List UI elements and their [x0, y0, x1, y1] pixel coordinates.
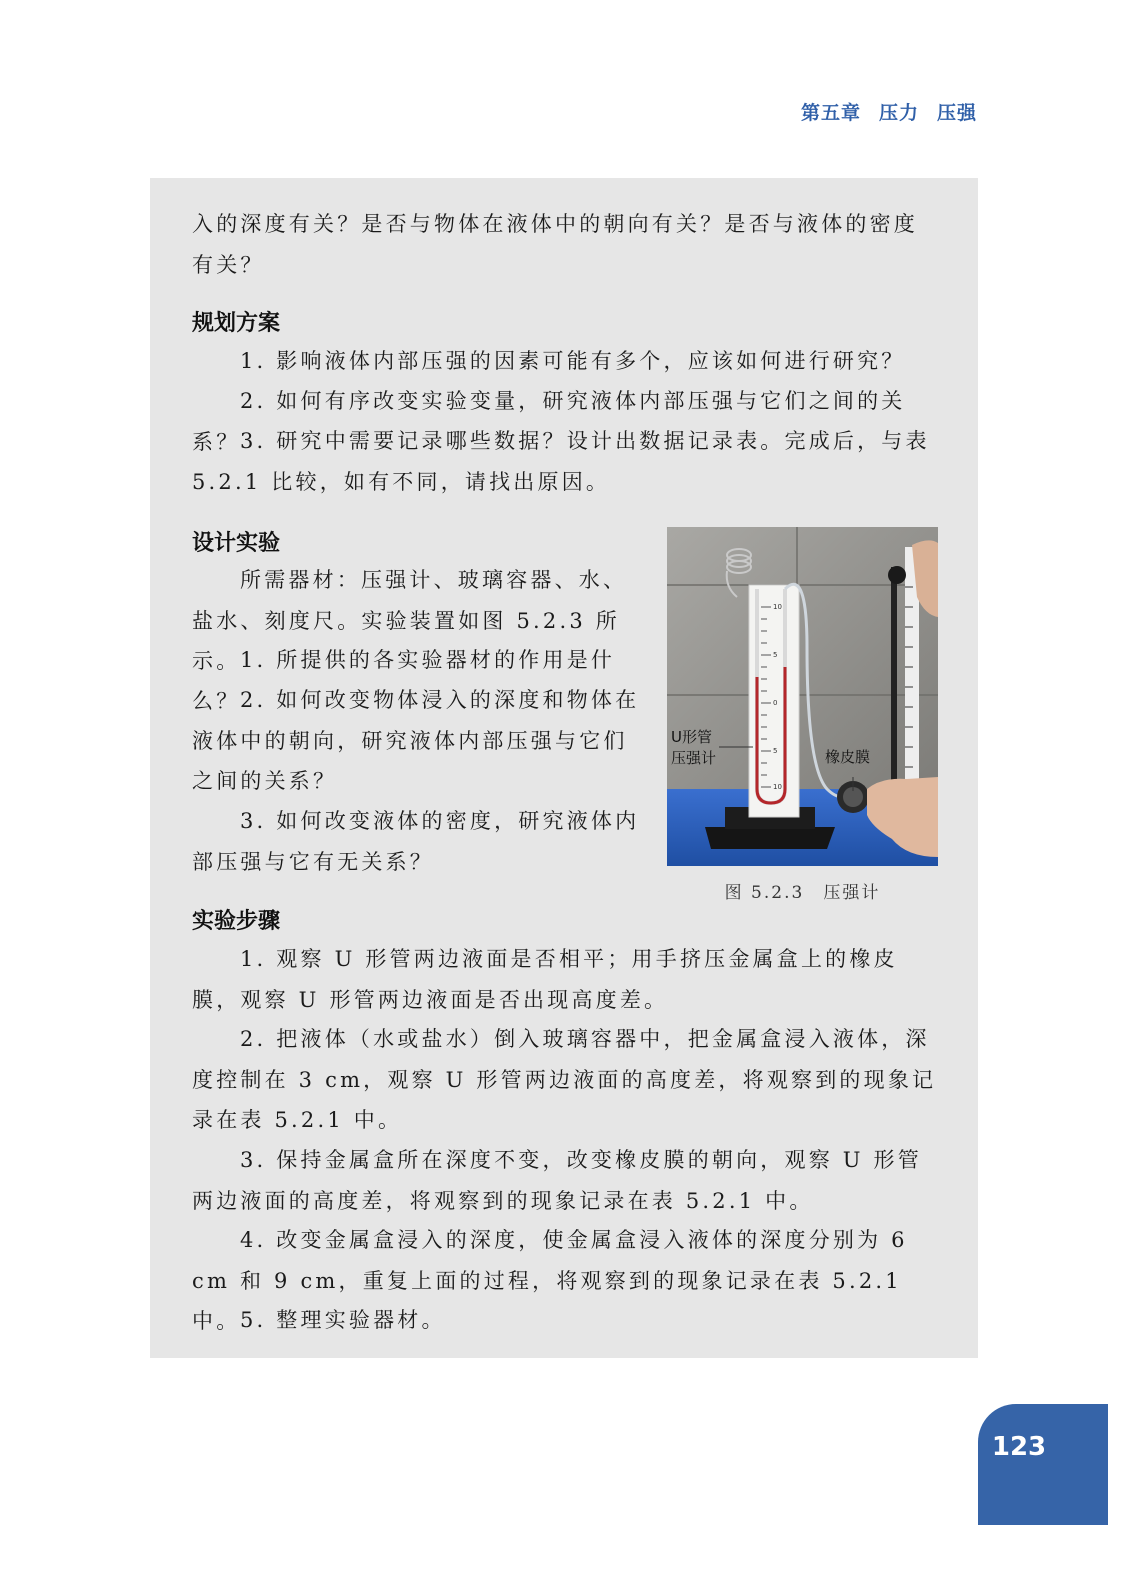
- chapter-header: [783, 98, 977, 125]
- steps-heading: 实验步骤: [192, 909, 281, 934]
- inquiry-panel: [150, 178, 978, 1358]
- scale-label-2: 5: [773, 651, 778, 659]
- figure-caption: 图 5.2.3 压强计: [724, 883, 881, 903]
- chapter-label: 第五章: [800, 102, 861, 124]
- plan-heading: 规划方案: [192, 311, 281, 336]
- figure-label-manometer-line1: U形管: [671, 728, 712, 746]
- steps-item-5: 5. 整理实验器材。: [240, 1308, 446, 1332]
- page-number: 123: [991, 1432, 1047, 1462]
- plan-item-2: 2. 如何有序改变实验变量，研究液体内部压强与它们之间的关系？: [192, 389, 906, 454]
- steps-item-2: 2. 把液体（水或盐水）倒入玻璃容器中，把金属盒浸入液体，深度控制在 3 cm，观察 U 形管两边液面的高度差，将观察到的现象记录在表 5.2.1 中。: [192, 1027, 937, 1132]
- design-item-3: 3. 如何改变液体的密度，研究液体内部压强与它有无关系？: [192, 809, 640, 874]
- figure-label-membrane: 橡皮膜: [825, 748, 871, 766]
- steps-item-3: 3. 保持金属盒所在深度不变，改变橡皮膜的朝向，观察 U 形管两边液面的高度差，将观察到的现象记录在表 5.2.1 中。: [192, 1148, 922, 1213]
- chapter-title-2: 压强: [936, 102, 977, 124]
- chapter-title-1: 压力: [878, 102, 919, 124]
- scale-label-4: 5: [773, 747, 778, 755]
- scale-label-bottom: 10: [773, 783, 782, 791]
- design-heading: 设计实验: [192, 531, 281, 556]
- figure-label-manometer: [671, 727, 716, 769]
- plan-item-1: 1. 影响液体内部压强的因素可能有多个，应该如何进行研究？: [240, 349, 906, 373]
- pressure-gauge-illustration: [667, 527, 938, 866]
- intro-paragraph: 入的深度有关？是否与物体在液体中的朝向有关？是否与液体的密度有关？: [192, 212, 918, 277]
- scale-label-top: 10: [773, 603, 782, 611]
- design-item-2: 2. 如何改变物体浸入的深度和物体在液体中的朝向，研究液体内部压强与它们之间的关系？: [192, 688, 640, 793]
- steps-item-1: 1. 观察 U 形管两边液面是否相平；用手挤压金属盒上的橡皮膜，观察 U 形管两边液面是否出现高度差。: [192, 947, 898, 1012]
- design-item-1: 1. 所提供的各实验器材的作用是什么？: [192, 648, 616, 713]
- page-number-tab: [978, 1404, 1108, 1525]
- steps-item-4: 4. 改变金属盒浸入的深度，使金属盒浸入液体的深度分别为 6 cm 和 9 cm，重复上面的过程，将观察到的现象记录在表 5.2.1 中。: [192, 1228, 908, 1333]
- design-materials: 所需器材：压强计、玻璃容器、水、盐水、刻度尺。实验装置如图 5.2.3 所示。: [192, 568, 628, 673]
- plan-item-3: 3. 研究中需要记录哪些数据？设计出数据记录表。完成后，与表5.2.1 比较，如有不同，请找出原因。: [192, 429, 930, 494]
- scale-label-mid: 0: [773, 699, 778, 707]
- figure-label-manometer-line2: 压强计: [671, 749, 717, 767]
- pressure-gauge-photo: [667, 527, 938, 866]
